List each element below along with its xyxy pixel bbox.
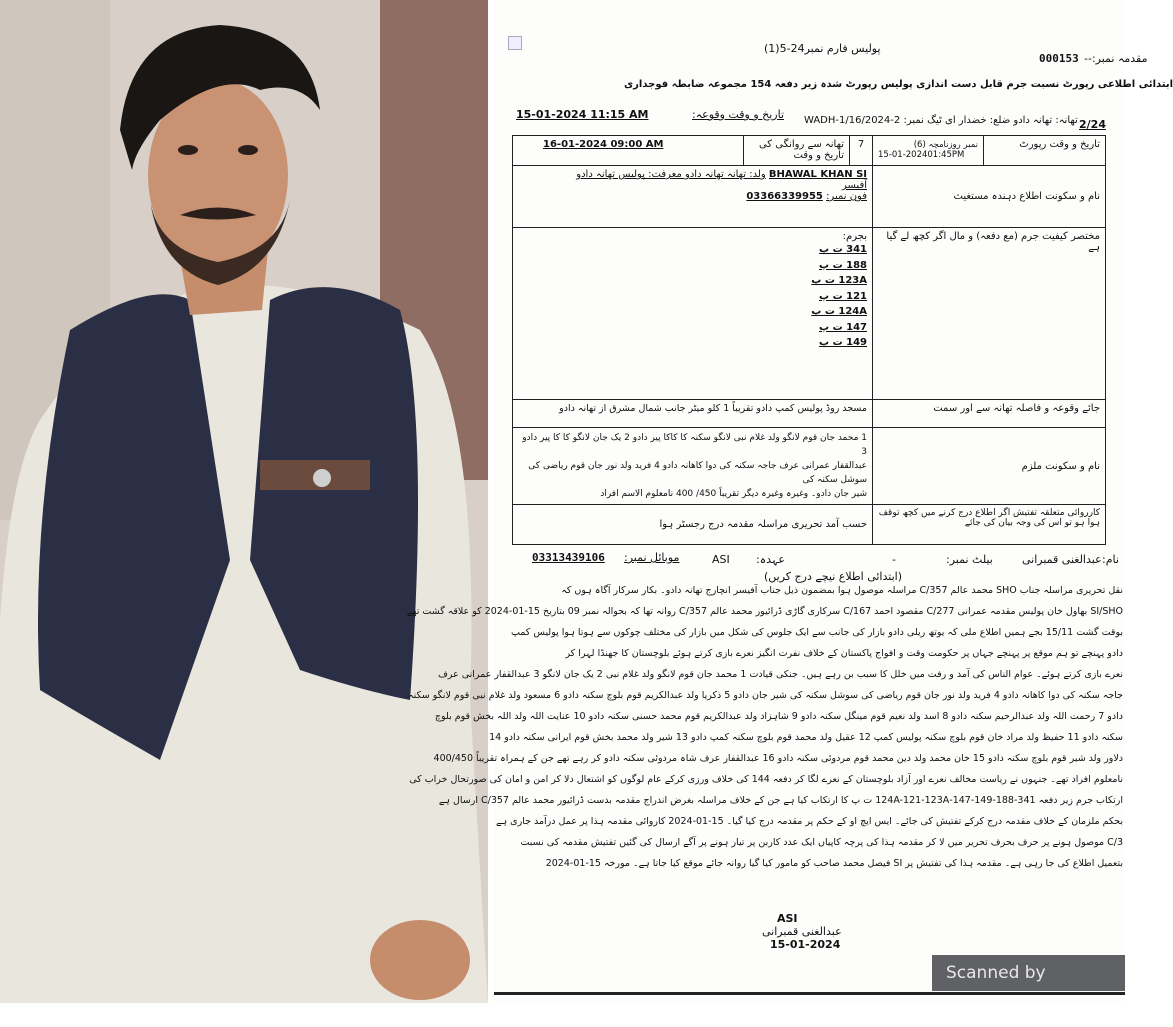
signature-date: 15-01-2024 (770, 938, 841, 951)
incident-datetime-label: تاریخ و وقت وقوعہ: (692, 108, 785, 121)
belt-label: بیلٹ نمبر: (946, 553, 993, 566)
broken-image-icon (508, 36, 522, 50)
delay-reason: حسب آمد تحریری مراسلہ مقدمہ درج رجسٹر ہوا (513, 505, 873, 545)
fir-table (512, 135, 1106, 545)
narrative-line: SI/SHO بھاول خان پولیس مقدمہ عمرانی 277/C مقصود احمد C/167 سرکاری گاڑی ڈرائیور محمد عالم 357/C روانہ تھا کہ بحوالہ نمبر 09 بتاریخ 15-01-2024 کو علاقہ گشت تھے (406, 606, 1123, 617)
section-item: 123A ت پ (811, 275, 867, 286)
narrative-line: جاجہ سکنہ کی دوا کاھانہ دادو 4 فرید ولد نور جان قوم ریاضی کی سوشل سکنہ کی شیر جان دادو 5 ذکریا ولد عبدالکریم قوم بلوچ سکنہ دادو 6 مسعود ولد غلام نبی قوم لانگو سکنہ (408, 690, 1123, 701)
section-item: 147 ت پ (819, 321, 867, 333)
section-item: 121 ت پ (819, 290, 867, 302)
incident-datetime: 15-01-2024 11:15 AM (516, 108, 649, 121)
fir-number: 000153 (1039, 52, 1079, 65)
complainant-address: ولد: تھانہ تھانہ دادو معرفت: پولیس تھانہ دادو (576, 169, 766, 180)
officer-name: عبدالغنی قمبرانی (1022, 553, 1102, 566)
sections-label: بجرم: (842, 231, 867, 242)
table-row (513, 400, 1106, 428)
section-list (518, 242, 867, 351)
narrative-line: بحکم ملزمان کے خلاف مقدمہ درج کرکے تفتیش کی جائے۔ ایس ایچ او کے حکم پر مقدمہ درج کیا گیا۔ 15-01-2024 کاروائی مقدمہ ہذا پر عمل درآمد جاری ہے (496, 816, 1123, 827)
rank-label: عہدہ: (756, 553, 785, 566)
narrative-line: سکنہ دادو 11 حفیظ ولد مراد خان قوم بلوچ سکنہ پولیس کمپ 12 عقیل ولد محمد قوم بلوچ سکنہ کمپ دادو 13 شیر ولد محمد بخش قوم ایرانی سکنہ دادو 14 (489, 732, 1123, 743)
section-item: 124A ت پ (811, 306, 867, 317)
portrait-photo (0, 0, 488, 1003)
report-datetime-label: تاریخ و وقت رپورٹ (984, 136, 1106, 166)
fir-number-label: مقدمہ نمبر:-- (1084, 52, 1148, 65)
narrative-line: دلاور ولد شیر قوم بلوچ سکنہ دادو 15 خان محمد ولد دین محمد قوم مردوئی سکنہ دادو 16 عبدالقفار عرف شاہ مردوئی سکنہ دادو کر رہے تھے جن کے ہمراہ تقریباً 400/450 (433, 753, 1123, 764)
delay-label: کارروائی متعلقہ تفتیش اگر اطلاع درج کرنے میں کچھ توقف ہوا ہو تو اس کی وجہ بیان کی جائے (873, 505, 1106, 545)
narrative-line: دادو 7 رحمت اللہ ولد عبدالرحیم سکنہ دادو 8 اسد ولد نعیم قوم مینگل سکنہ دادو 9 شاہزاد ولد عبدالکریم قوم محمد حسنی سکنہ دادو 10 عنایت اللہ ولد اللہ بخش قوم بلوچ (434, 711, 1123, 722)
narrative-line: ارتکاب جرم زیر دفعہ 341-188-149-147-124A-121-123A ت پ کا ارتکاب کیا ہے جن کے خلاف مراسلہ بغرض اندراج مقدمہ بدست ڈرائیور محمد عالم C/357 ارسال ہے (438, 795, 1123, 806)
name-label: نام: (1102, 553, 1119, 566)
narrative-line: بوقت گشت 15/11 بجے ہمیں اطلاع ملی کہ یوتھ ریلی دادو بازار کی جانب سے ایک جلوس کی شکل میں بازار کی مختلف چوکوں سے ہوتا ہوا پولیس کمپ (510, 627, 1123, 638)
narrative-line: نعرے بازی کرتے ہوئے۔ عوام الناس کی آمد و رفت میں خلل کا سبب بن رہے ہیں۔ جنکی قیادت 1 محمد جان قوم لانگو ولد غلام نبی 2 یک جان لانگو 3 عبدالقفار عمرانی عرف (437, 669, 1123, 680)
officer-mobile: 03313439106 (532, 551, 605, 564)
serial-number: 2/24 (1079, 118, 1106, 131)
report-time: 15-01-202401:45PM (878, 150, 965, 160)
mobile-label: موبائل نمبر: (624, 551, 680, 564)
table-row (513, 428, 1106, 505)
narrative-line: دادو پہنچے تو ہم موقع پر پہنچے جہاں پر حکومت وقت و افواج پاکستان کے خلاف نفرت انگیز نعرے بازی کرتے ہوئے بلوچستان کا جھنڈا لہرا کر (565, 648, 1123, 659)
subtitle: (ابتدائی اطلاع نیچے درج کریں) (764, 570, 902, 583)
signature-name: عبدالغنی قمبرانی (762, 925, 842, 938)
narrative-line: نقل تحریری مراسلہ جناب SHO محمد عالم C/357 مراسلہ موصول ہوا بمضمون ذیل جناب آفیسر انچارج تھانہ دادو۔ بکار سرکار آگاہ ہوں کہ (561, 585, 1123, 596)
section-item: 188 ت پ (819, 259, 867, 271)
row-index: 7 (850, 136, 873, 166)
fir-document (406, 0, 1173, 1019)
accused-line-2: عبدالقفار عمرانی عرف جاجہ سکنہ کی دوا کاھانہ دادو 4 فرید ولد نور جان قوم ریاضی کی سوشل سکنہ کی (528, 461, 867, 485)
place-of-occurrence: مسجد روڈ پولیس کمپ دادو تقریباً 1 کلو میٹر جانب شمال مشرق از تھانہ دادو (513, 400, 873, 428)
portrait-illustration (0, 0, 488, 1003)
place-label: جائے وقوعہ و فاصلہ تھانہ سے اور سمت (873, 400, 1106, 428)
section-item: 341 ت پ (819, 244, 867, 255)
belt-number: - (892, 553, 896, 566)
accused-line-3: شیر جان دادو۔ وغیرہ وغیرہ دیگر تقریباً 450/ 400 نامعلوم الاسم افراد (600, 489, 867, 499)
complainant-phone: 03366339955 (746, 191, 823, 202)
signature-rank: ASI (777, 912, 798, 925)
departure-label: تھانہ سے روانگی کی تاریخ و وقت (744, 136, 850, 166)
narrative-line: C/3 موصول ہونے پر حرف بحرف تحریر میں لا کر مقدمہ ہذا کی پرچہ کاپیاں ایک عدد کاربن پر تیار ہونے پر آگے ارسال کی گئیں تفتیش مقدمہ کی نسبت (520, 837, 1123, 848)
offence-label: مختصر کیفیت جرم (مع دفعہ) و مال اگر کچھ لے گیا ہے (873, 228, 1106, 400)
complainant-role: آفیسر (841, 180, 867, 191)
accused-line-1: 1 محمد جان قوم لانگو ولد غلام نبی لانگو سکنہ کا کاکا پیر دادو 2 یک جان لانگو کا کا پیر دادو 3 (522, 433, 867, 457)
tapscanner-watermark: Scanned by TapScar (932, 955, 1125, 991)
complainant-name: BHAWAL KHAN SI (768, 169, 867, 180)
report-number-label: نمبر روزنامچہ (6) (913, 140, 978, 150)
station-line: تھانہ: تھانہ دادو ضلع: خضدار ای ٹیگ نمبر: WADH-1/16/2024-2 (804, 115, 1078, 126)
complainant-label: نام و سکونت اطلاع دہندہ مستغیث (873, 166, 1106, 228)
table-row (513, 136, 1106, 166)
accused-label: نام و سکونت ملزم (873, 428, 1106, 505)
page-edge (494, 992, 1125, 995)
table-row (513, 228, 1106, 400)
phone-label: فون نمبر: (826, 191, 867, 202)
narrative-line: بتعمیل اطلاع کی جا رہی ہے۔ مقدمہ ہذا کی تفتیش پر SI فیصل محمد صاحب کو مامور کیا گیا روانہ جائے موقع کیا جاتا ہے۔ مورخہ 15-01-2024 (545, 858, 1123, 869)
table-row (513, 166, 1106, 228)
departure-datetime: 16-01-2024 09:00 AM (543, 139, 664, 150)
narrative-line: نامعلوم افراد تھے۔ جنہوں نے ریاست مخالف نعرے اور آزاد بلوچستان کے نعرے لگا کر دفعہ 144 کی خلاف ورزی کرکے عام لوگوں کو اشتعال دلا کر امن و امان کی صورتحال خراب کی (409, 774, 1123, 785)
section-item: 149 ت پ (819, 337, 867, 348)
table-row (513, 505, 1106, 545)
officer-rank: ASI (712, 553, 730, 566)
form-number: پولیس فارم نمبر24-5(1) (764, 42, 881, 55)
document-title: ابتدائی اطلاعی رپورٹ نسبت جرم قابل دست اندازی پولیس رپورٹ شدہ زیر دفعہ 154 مجموعہ ضابطہ فوجداری (624, 79, 1173, 90)
